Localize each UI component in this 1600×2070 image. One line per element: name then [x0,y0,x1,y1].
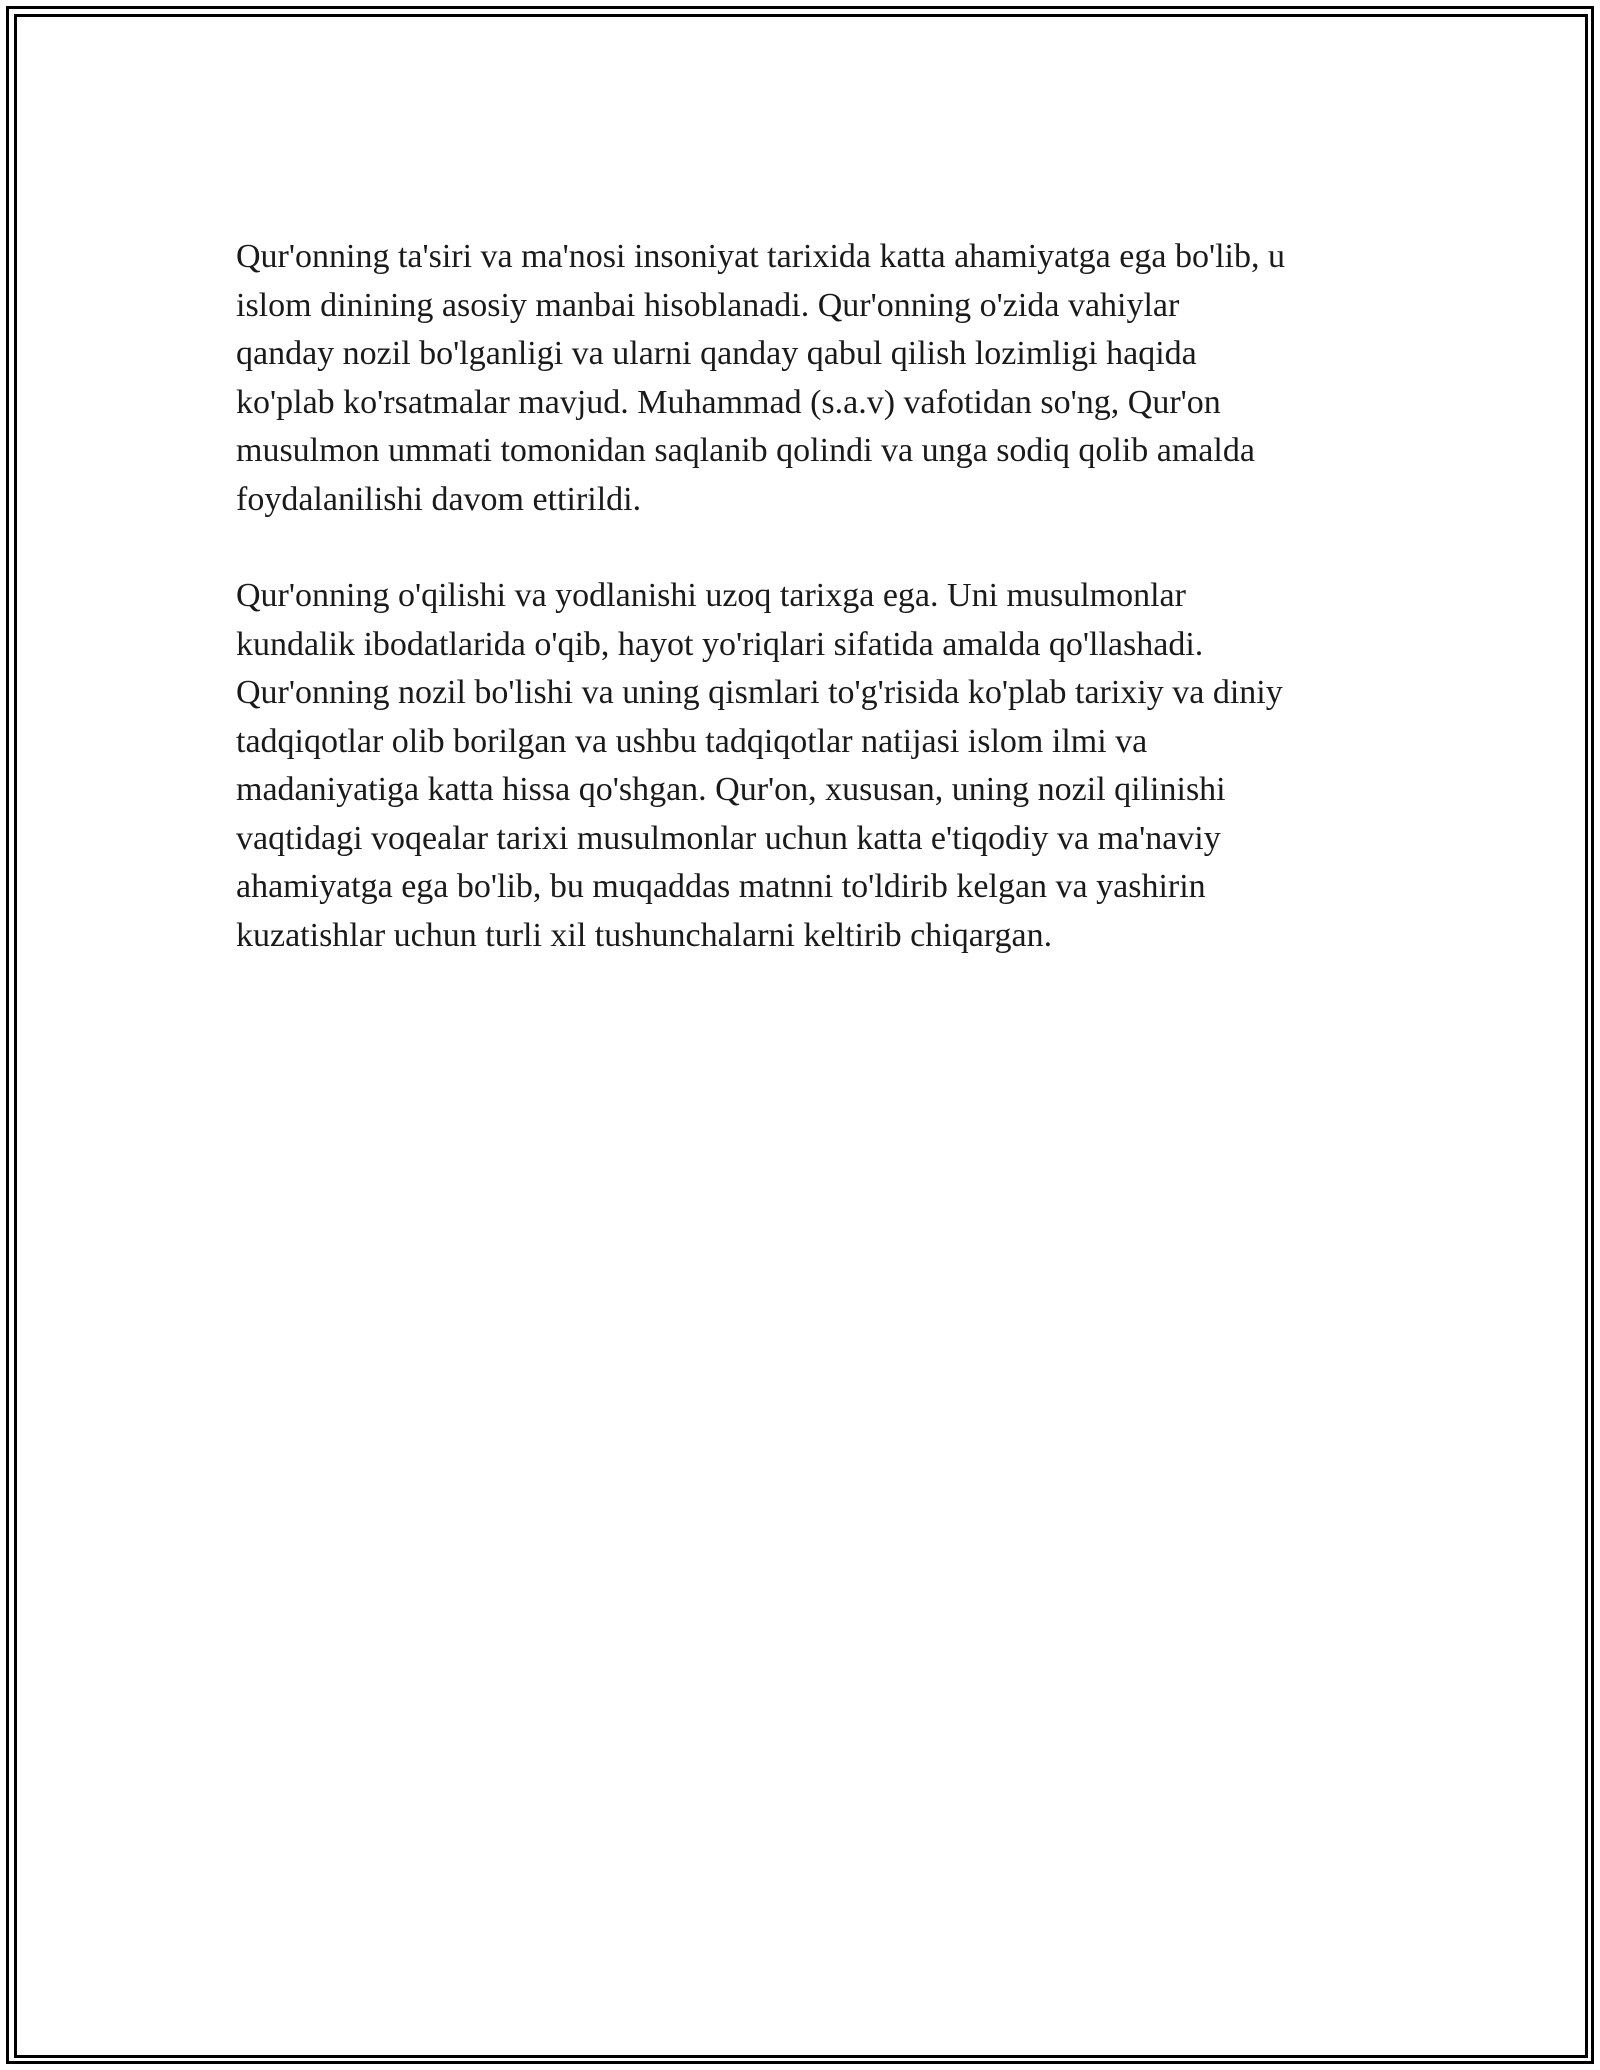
text-line: Qur'onning nozil bo'lishi va uning qismlari to'g'risida ko'plab tarixiy va diniy [236,674,1283,711]
paragraph-2 [236,572,1376,960]
text-line: qanday nozil bo'lganligi va ularni qanday qabul qilish lozimligi haqida [236,335,1197,372]
paragraph-1 [236,233,1376,524]
text-line: tadqiqotlar olib borilgan va ushbu tadqiqotlar natijasi islom ilmi va [236,722,1148,760]
text-line: Qur'onning ta'siri va ma'nosi insoniyat tarixida katta ahamiyatga ega bo'lib, u [236,238,1285,275]
text-line: Qur'onning o'qilishi va yodlanishi uzoq tarixga ega. Uni musulmonlar [236,577,1186,614]
text-line: ahamiyatga ega bo'lib, bu muqaddas matnni to'ldirib kelgan va yashirin [236,868,1206,905]
text-line: musulmon ummati tomonidan saqlanib qolindi va unga sodiq qolib amalda [236,432,1255,469]
document-body [236,233,1376,960]
text-line: kuzatishlar uchun turli xil tushunchalarni keltirib chiqargan. [236,916,1053,954]
text-line: islom dinining asosiy manbai hisoblanadi. Qur'onning o'zida vahiylar [236,286,1180,324]
text-line: ko'plab ko'rsatmalar mavjud. Muhammad (s.a.v) vafotidan so'ng, Qur'on [236,383,1221,421]
text-line: madaniyatiga katta hissa qo'shgan. Qur'on, xususan, uning nozil qilinishi [236,771,1226,808]
text-line: kundalik ibodatlarida o'qib, hayot yo'riqlari sifatida amalda qo'llashadi. [236,625,1204,663]
text-line: vaqtidagi voqealar tarixi musulmonlar uchun katta e'tiqodiy va ma'naviy [236,819,1221,857]
text-line: foydalanilishi davom ettirildi. [236,480,642,518]
